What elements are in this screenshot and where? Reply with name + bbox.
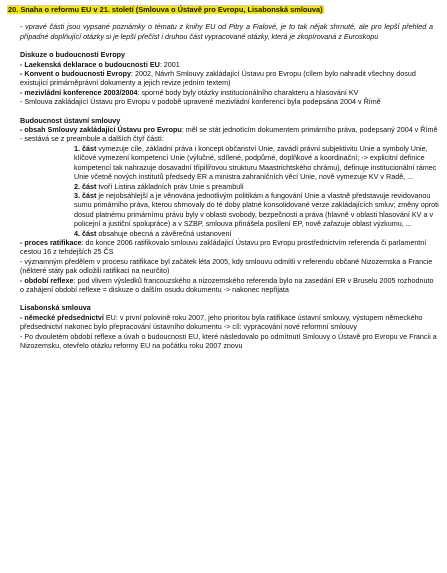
list-item: - období reflexe: pod vlivem výsledků francouzského a nizozemského referenda bylo na zasedání ER v Bruselu 2005 rozhodnuto o zahájení období reflexe = diskuze o dalším osudu dokumentu -> nakonec nepřijata	[20, 275, 434, 294]
list-item: - německé předsednictví EU: v první polovině roku 2007, jeho prioritou byla ratifikace ústavní smlouvy, výstupem německého předsednictví nakonec bylo přepracování ústavního dokumentu -> cíl: vypracování nové reformní smlouvy	[20, 312, 423, 332]
section-heading-budoucnost: Budoucnost ústavní smlouvy	[20, 115, 121, 125]
section-heading-diskuze: Diskuze o budoucnosti Evropy	[20, 50, 126, 60]
section-body-lisabon	[20, 313, 439, 351]
list-item: - Laekenská deklarace o budoucnosti EU: 2001	[20, 59, 180, 69]
section-heading-lisabon: Lisabonská smlouva	[20, 303, 91, 313]
list-item: - Konvent o budoucnosti Evropy: 2002, Návrh Smlouvy zakládající Ústavu pro Evropu (cílem bylo nahradit všechny dosud existující primárněprávní dokumenty a jejich revize jedním textem)	[20, 69, 416, 88]
list-item: - sestává se z preambule a dalších čtyř částí:	[20, 134, 164, 144]
section-body-diskuze	[20, 60, 439, 107]
intro-note: - vpravé části jsou vypsané poznámky o tématu z knihy EU od Pitry a Fialové, je to tak nějak shrnuté, ale pro lepší přehled a případné doplňující otázky si je lepší přečíst i druhou část vypracované otázky, která je zkopírovaná z Euroskopu	[20, 22, 433, 41]
list-item: - proces ratifikace: do konce 2006 ratifikovalo smlouvu zakládající Ústavu pro Evropu prostřednictvím referenda či parlamentní cestou 16 z tehdejších 25 ČS	[20, 237, 427, 257]
section-body-budoucnost-cont	[20, 238, 439, 294]
part-item: 4. část obsahuje obecná a závěrečná ustanovení	[74, 228, 232, 238]
part-item: 3. část je nejobsáhlejší a je věnována jednotlivým politikám a fungování Unie a vlastně představuje revidovanou sumu primárního práva, kterou shrnovaly do té doby platné konsolidované verze zakládajících smluv; změny oproti dosud platnému primárnímu právu byly v oblasti svobody, bezpečnosti a práva (hlavně v oblasti hlasování KV a v policejní a justiční spolupráce) a v SZBP, smlouva přinášela posílení EP, nově zařazuje oblast výzkumu, ...	[74, 190, 439, 229]
list-item: - Po dvouletém období reflexe a úvah o budoucnosti EU, které následovalo po odmítnutí Smlouvy o Ústavě pro Evropu ve Francii a Nizozemsku, otevřelo otázku reformy EU na počátku roku 2007 znovu	[20, 331, 437, 350]
parts-list	[74, 144, 439, 238]
list-item: - mezivládní konference 2003/2004: sporné body byly otázky institucionálního charakteru a hlasování KV	[20, 87, 359, 97]
document-title: 20. Snaha o reformu EU v 21. století (Smlouva o Ústavě pro Evropu, Lisabonská smlouva)	[8, 5, 323, 14]
part-item: 2. část tvoří Listina základních práv Unie s preambulí	[74, 181, 244, 191]
part-item: 1. část vymezuje cíle, základní práva i koncept občanství Unie, zavádí právní subjektivitu Unie a symboly Unie, klíčové vymezení kompetencí Unie (výlučné, sdílené, podpůrné, doplňkové a koordinační; -> explicitní definice kompetencí tak nahrazuje dosavadní třípilířovou strukturu Maastrichtského chrámu), definuje institucionální rámec Unie včetně nových institutů předsedy ER a ministra zahraničních věcí Unie, nově vymezuje KV v Radě, ...	[74, 143, 437, 182]
list-item: - obsah Smlouvy zakládající Ústavu pro Evropu: měl se stát jednotícím dokumentem primárního práva, podepsaný 2004 v Římě	[20, 125, 438, 135]
section-body-budoucnost	[20, 125, 439, 144]
list-item: - významným předělem v procesu ratifikace byl začátek léta 2005, kdy smlouvu odmítli v referendu občané Nizozemska a Francie (některé státy pak odložili ratifikaci na neurčito)	[20, 256, 433, 276]
list-item: - Smlouva zakládající Ústavu pro Evropu v podobě upravené mezivládní konferencí byla podepsána 2004 v Římě	[20, 97, 381, 107]
